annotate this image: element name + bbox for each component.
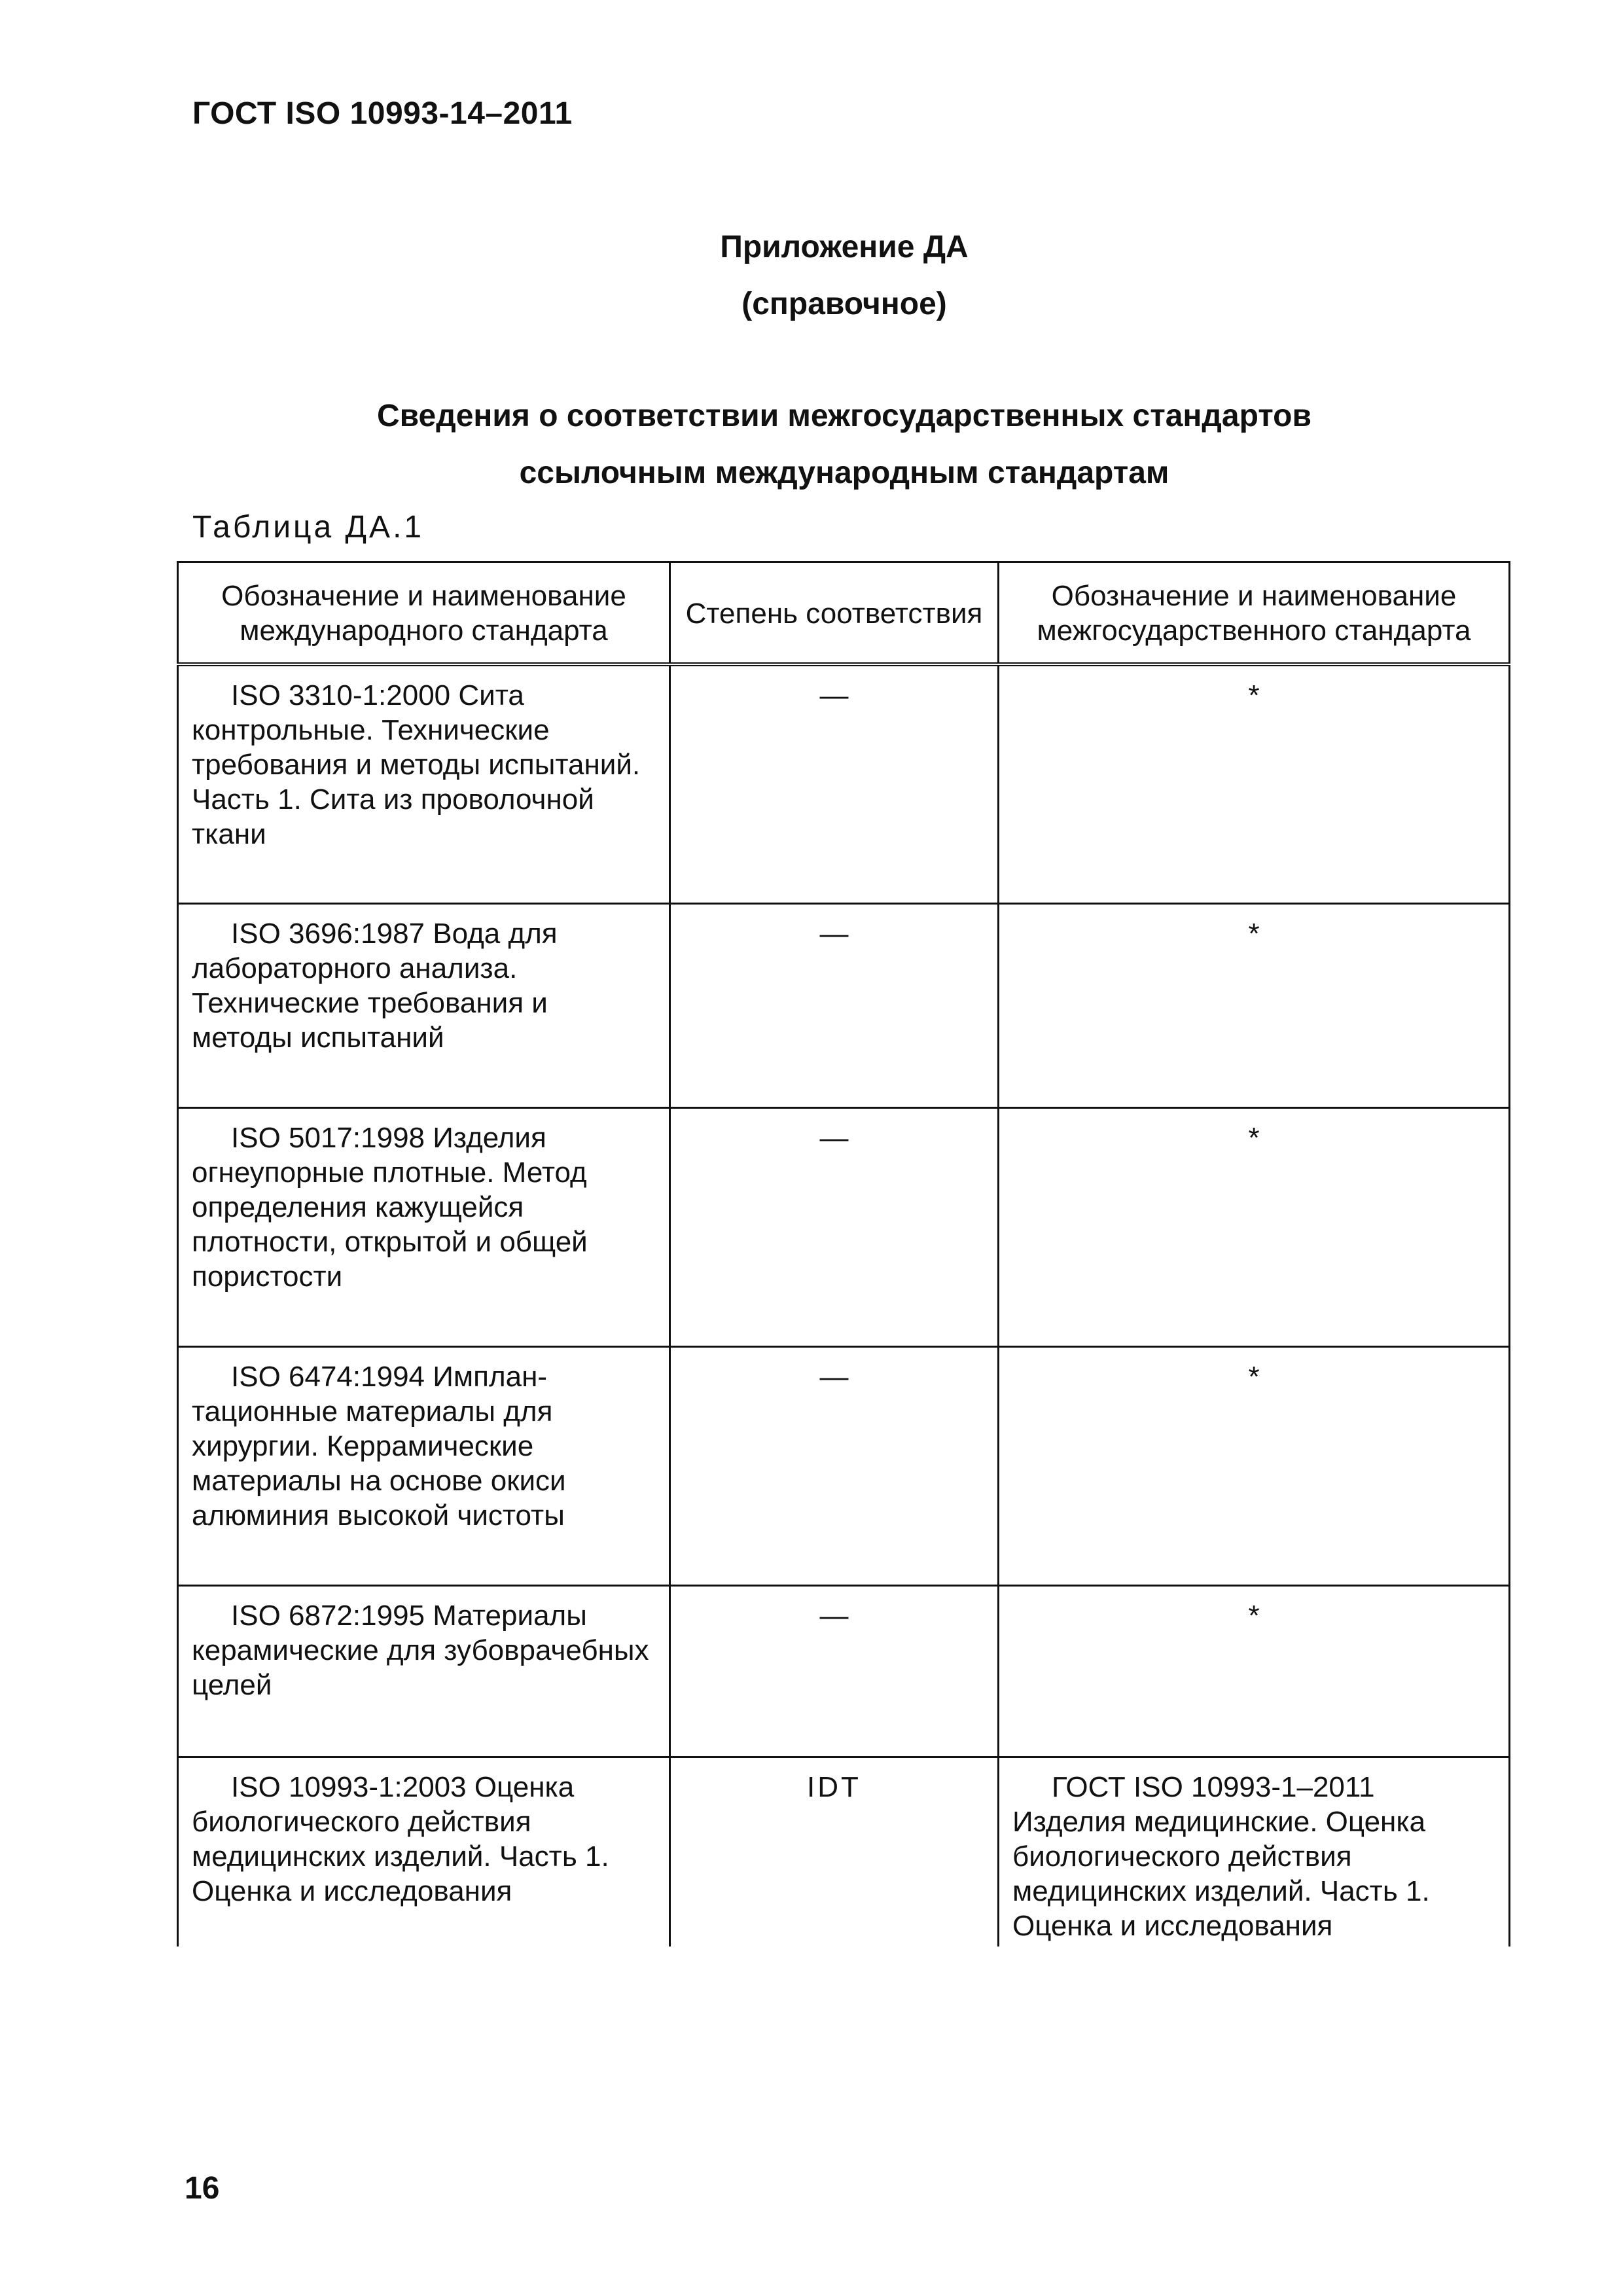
degree-cell: — — [670, 664, 999, 903]
table-row — [178, 1107, 1510, 1346]
international-standard-cell: ISO 6474:1994 Имплан-тационные материалы для хирургии. Керрамические материалы на основе окиси алюминия высокой чистоты — [178, 1346, 670, 1585]
table-header-row — [178, 562, 1510, 665]
page-number: 16 — [185, 2171, 220, 2206]
international-standard-cell: ISO 5017:1998 Изделия огнеупорные плотные. Метод определения кажущейся плотности, открытой и общей пористости — [178, 1107, 670, 1346]
table-row — [178, 1346, 1510, 1585]
international-standard-cell: ISO 3696:1987 Вода для лабораторного анализа. Технические требования и методы испытаний — [178, 903, 670, 1107]
degree-cell: — — [670, 903, 999, 1107]
section-heading-line-2: ссылочным международным стандартам — [519, 456, 1169, 490]
annex-title: Приложение ДА — [720, 230, 969, 264]
correspondence-table — [177, 561, 1510, 1946]
interstate-standard-cell: * — [999, 1107, 1510, 1346]
section-heading-line-1: Сведения о соответствии межгосударственных стандартов — [377, 399, 1311, 433]
international-standard-cell: ISO 6872:1995 Материалы керамические для зубоврачебных целей — [178, 1585, 670, 1757]
document-code: ГОСТ ISO 10993-14–2011 — [192, 96, 573, 131]
table-row — [178, 664, 1510, 903]
annex-subtitle: (справочное) — [741, 287, 947, 321]
table-row — [178, 1585, 1510, 1757]
degree-cell: IDT — [670, 1757, 999, 1946]
international-standard-cell: ISO 10993-1:2003 Оценка биологического действия медицинских изделий. Часть 1. Оценка и исследования — [178, 1757, 670, 1946]
degree-cell: — — [670, 1107, 999, 1346]
interstate-standard-cell: * — [999, 1346, 1510, 1585]
interstate-standard-cell: * — [999, 664, 1510, 903]
degree-cell: — — [670, 1346, 999, 1585]
degree-cell: — — [670, 1585, 999, 1757]
international-standard-cell: ISO 3310-1:2000 Сита контрольные. Технические требования и методы испытаний. Часть 1. Сита из проволочной ткани — [178, 664, 670, 903]
interstate-standard-cell: * — [999, 1585, 1510, 1757]
interstate-standard-cell: ГОСТ ISO 10993-1–2011 Изделия медицинские. Оценка биологического действия медицинских изделий. Часть 1. Оценка и исследования — [999, 1757, 1510, 1946]
column-header-interstate: Обозначение и наименование межгосударственного стандарта — [999, 562, 1510, 665]
column-header-international: Обозначение и наименование международного стандарта — [178, 562, 670, 665]
table-row — [178, 1757, 1510, 1946]
column-header-degree: Степень соответствия — [670, 562, 999, 665]
interstate-standard-cell: * — [999, 903, 1510, 1107]
table-row — [178, 903, 1510, 1107]
table-caption: Таблица ДА.1 — [192, 510, 425, 545]
